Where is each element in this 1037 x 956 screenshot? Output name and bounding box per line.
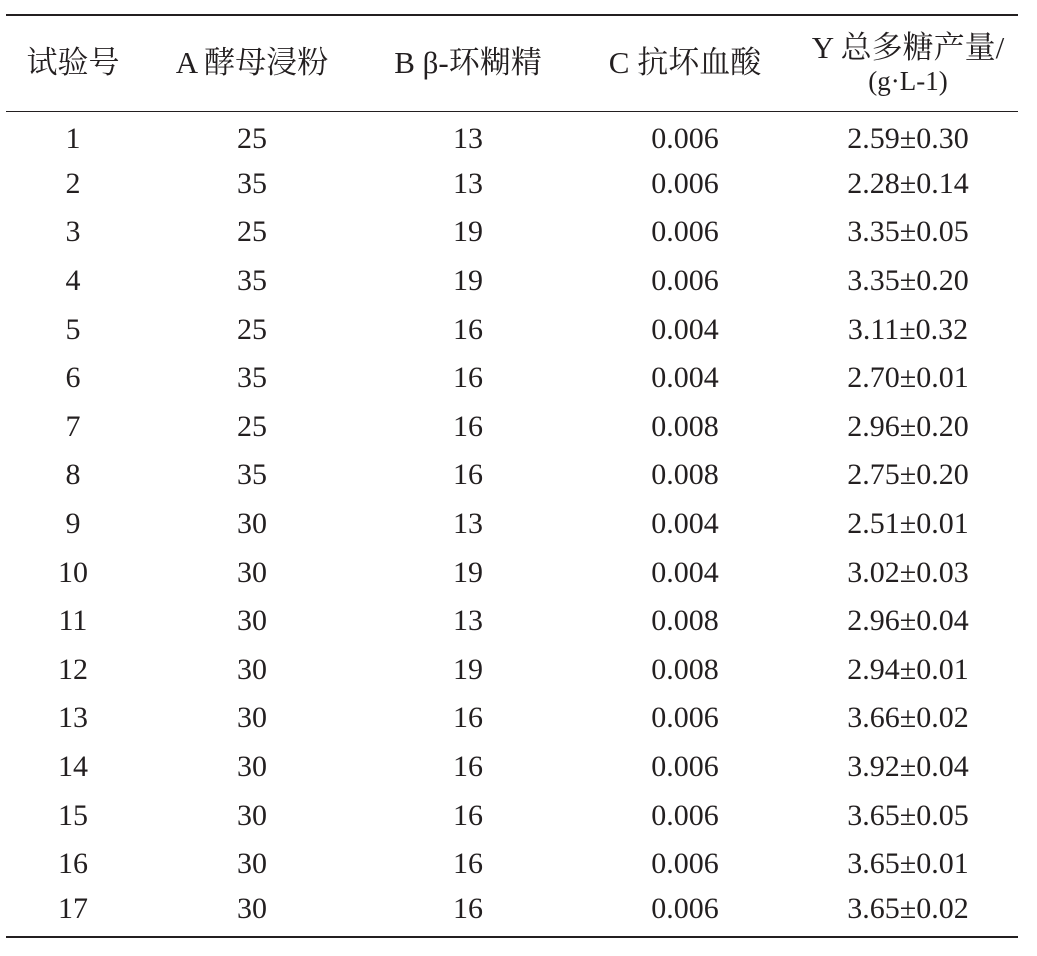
table-row: [6, 743, 1018, 792]
response-y-cell: 2.28±0.14: [847, 166, 969, 200]
response-y-cell: 2.96±0.20: [847, 409, 969, 443]
table-row: [6, 305, 1018, 354]
factor-b-cell: 16: [453, 847, 483, 881]
header-factor-a-label: A 酵母浸粉: [175, 45, 329, 81]
factor-c-cell: 0.004: [651, 312, 719, 346]
factor-a-cell: 30: [237, 798, 267, 832]
response-y-cell: 3.65±0.02: [798, 889, 1018, 938]
response-y-cell: 3.11±0.32: [847, 312, 969, 346]
header-factor-b-label: B β-环糊精: [394, 45, 542, 81]
header-factor-c-label: C 抗坏血酸: [608, 45, 762, 81]
response-y-cell: 3.02±0.03: [847, 555, 969, 589]
factor-a-cell: 30: [237, 604, 267, 638]
factor-a-cell: 35: [237, 166, 267, 200]
trial-number-cell: 13: [58, 701, 88, 735]
factor-b-cell: 13: [453, 507, 483, 541]
trial-number-cell: 4: [65, 264, 81, 298]
factor-c-cell: 0.006: [651, 215, 719, 249]
table-row: [6, 500, 1018, 549]
factor-a-cell: 35: [237, 458, 267, 492]
response-y-cell: 2.75±0.20: [847, 458, 969, 492]
response-y-cell: 3.35±0.05: [847, 215, 969, 249]
trial-number-cell: 12: [58, 652, 88, 686]
factor-b-cell: 13: [453, 166, 483, 200]
factor-b-cell: 13: [453, 604, 483, 638]
response-y-cell: 2.70±0.01: [847, 361, 969, 395]
factor-c-cell: 0.006: [651, 847, 719, 881]
trial-number-cell: 17: [6, 889, 140, 938]
table-row: [6, 889, 1018, 938]
factor-c-cell: 0.008: [651, 604, 719, 638]
trial-number-cell: 7: [65, 409, 81, 443]
experiment-results-table: [6, 14, 1018, 938]
header-response-y: [798, 15, 1018, 111]
trial-number-cell: 5: [65, 312, 81, 346]
trial-number-cell: 11: [58, 604, 88, 638]
trial-number-cell: 1: [65, 121, 81, 155]
table-row: [6, 840, 1018, 889]
table-row: [6, 548, 1018, 597]
factor-b-cell: 13: [453, 121, 483, 155]
trial-number-cell: 3: [65, 215, 81, 249]
factor-a-cell: 30: [140, 889, 364, 938]
factor-b-cell: 16: [453, 701, 483, 735]
table-row: [6, 403, 1018, 452]
factor-b-cell: 16: [453, 458, 483, 492]
table-row: [6, 791, 1018, 840]
table-row: [6, 354, 1018, 403]
factor-a-cell: 30: [237, 847, 267, 881]
data-table-container: [6, 14, 1018, 938]
response-y-cell: 2.51±0.01: [847, 507, 969, 541]
factor-c-cell: 0.006: [572, 889, 798, 938]
response-y-cell: 3.65±0.01: [847, 847, 969, 881]
factor-b-cell: 16: [364, 889, 572, 938]
factor-b-cell: 19: [453, 555, 483, 589]
table-row: [6, 208, 1018, 257]
factor-c-cell: 0.006: [651, 121, 719, 155]
factor-b-cell: 19: [453, 652, 483, 686]
table-row: [6, 111, 1018, 160]
factor-c-cell: 0.008: [651, 409, 719, 443]
factor-c-cell: 0.006: [651, 798, 719, 832]
factor-a-cell: 30: [237, 652, 267, 686]
header-response-y-unit: (g·L-1): [868, 65, 948, 96]
factor-a-cell: 30: [237, 701, 267, 735]
factor-a-cell: 30: [237, 555, 267, 589]
response-y-cell: 3.65±0.05: [847, 798, 969, 832]
factor-a-cell: 30: [237, 750, 267, 784]
header-factor-a: [140, 15, 364, 111]
response-y-cell: 3.35±0.20: [847, 264, 969, 298]
factor-c-cell: 0.004: [651, 555, 719, 589]
table-row: [6, 597, 1018, 646]
factor-c-cell: 0.006: [651, 264, 719, 298]
factor-a-cell: 30: [237, 507, 267, 541]
factor-a-cell: 25: [237, 312, 267, 346]
factor-b-cell: 16: [453, 312, 483, 346]
table-row: [6, 694, 1018, 743]
trial-number-cell: 10: [58, 555, 88, 589]
factor-c-cell: 0.004: [651, 507, 719, 541]
factor-c-cell: 0.006: [651, 166, 719, 200]
header-response-y-label: Y 总多糖产量/: [811, 29, 1005, 65]
response-y-cell: 2.59±0.30: [847, 121, 969, 155]
header-factor-c: [572, 15, 798, 111]
trial-number-cell: 8: [65, 458, 81, 492]
table-row: [6, 160, 1018, 209]
response-y-cell: 3.92±0.04: [847, 750, 969, 784]
trial-number-cell: 2: [65, 166, 81, 200]
factor-a-cell: 35: [237, 361, 267, 395]
table-row: [6, 257, 1018, 306]
factor-c-cell: 0.006: [651, 750, 719, 784]
table-row: [6, 646, 1018, 695]
factor-b-cell: 16: [453, 361, 483, 395]
trial-number-cell: 6: [65, 361, 81, 395]
factor-a-cell: 25: [237, 409, 267, 443]
table-body: [6, 111, 1018, 937]
header-factor-b: [364, 15, 572, 111]
response-y-cell: 3.66±0.02: [847, 701, 969, 735]
response-y-cell: 2.96±0.04: [847, 604, 969, 638]
factor-b-cell: 16: [453, 750, 483, 784]
factor-a-cell: 25: [237, 121, 267, 155]
factor-b-cell: 16: [453, 798, 483, 832]
response-y-cell: 2.94±0.01: [847, 652, 969, 686]
factor-c-cell: 0.008: [651, 458, 719, 492]
table-row: [6, 451, 1018, 500]
header-row: [6, 15, 1018, 111]
factor-b-cell: 19: [453, 264, 483, 298]
factor-b-cell: 19: [453, 215, 483, 249]
factor-a-cell: 25: [237, 215, 267, 249]
trial-number-cell: 9: [65, 507, 81, 541]
factor-b-cell: 16: [453, 409, 483, 443]
factor-c-cell: 0.006: [651, 701, 719, 735]
trial-number-cell: 15: [58, 798, 88, 832]
table-header: [6, 15, 1018, 111]
factor-c-cell: 0.004: [651, 361, 719, 395]
factor-c-cell: 0.008: [651, 652, 719, 686]
factor-a-cell: 35: [237, 264, 267, 298]
header-trial-number: [6, 15, 140, 111]
trial-number-cell: 14: [58, 750, 88, 784]
trial-number-cell: 16: [58, 847, 88, 881]
header-trial-number-label: 试验号: [26, 45, 120, 81]
